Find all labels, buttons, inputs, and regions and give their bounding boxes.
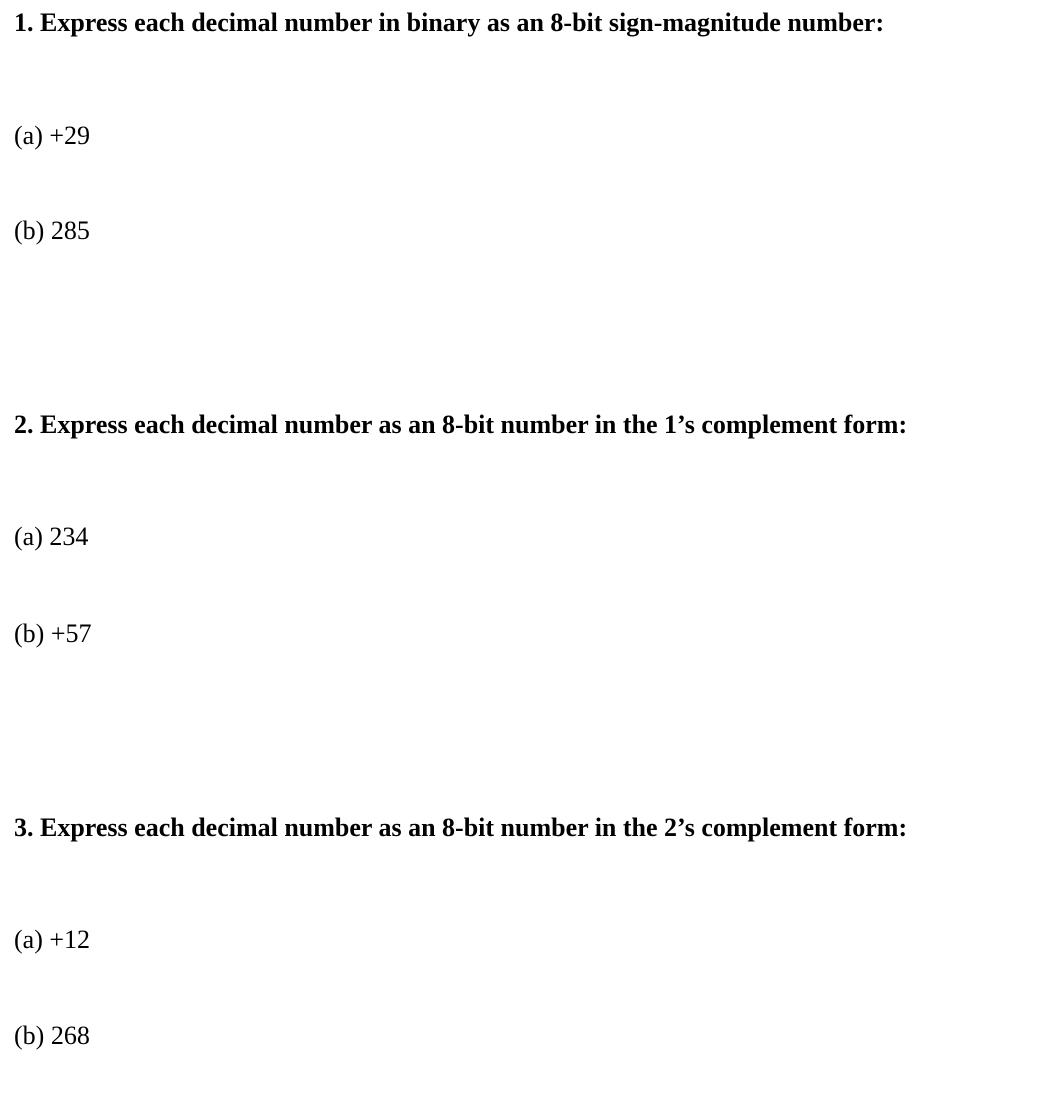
- question-3-prompt: 3. Express each decimal number as an 8-bit number in the 2’s complement form:: [14, 813, 908, 842]
- question-2-item-a: (a) 234: [14, 522, 89, 551]
- question-2-prompt: 2. Express each decimal number as an 8-bit number in the 1’s complement form:: [14, 410, 908, 439]
- question-3-item-a: (a) +12: [14, 925, 91, 954]
- question-1-item-a: (a) +29: [14, 121, 91, 150]
- question-3-item-b: (b) 268: [14, 1021, 90, 1050]
- question-1-item-b: (b) 285: [14, 216, 90, 245]
- question-2-item-b: (b) +57: [14, 619, 92, 648]
- question-1-prompt: 1. Express each decimal number in binary as an 8-bit sign-magnitude number:: [14, 8, 885, 37]
